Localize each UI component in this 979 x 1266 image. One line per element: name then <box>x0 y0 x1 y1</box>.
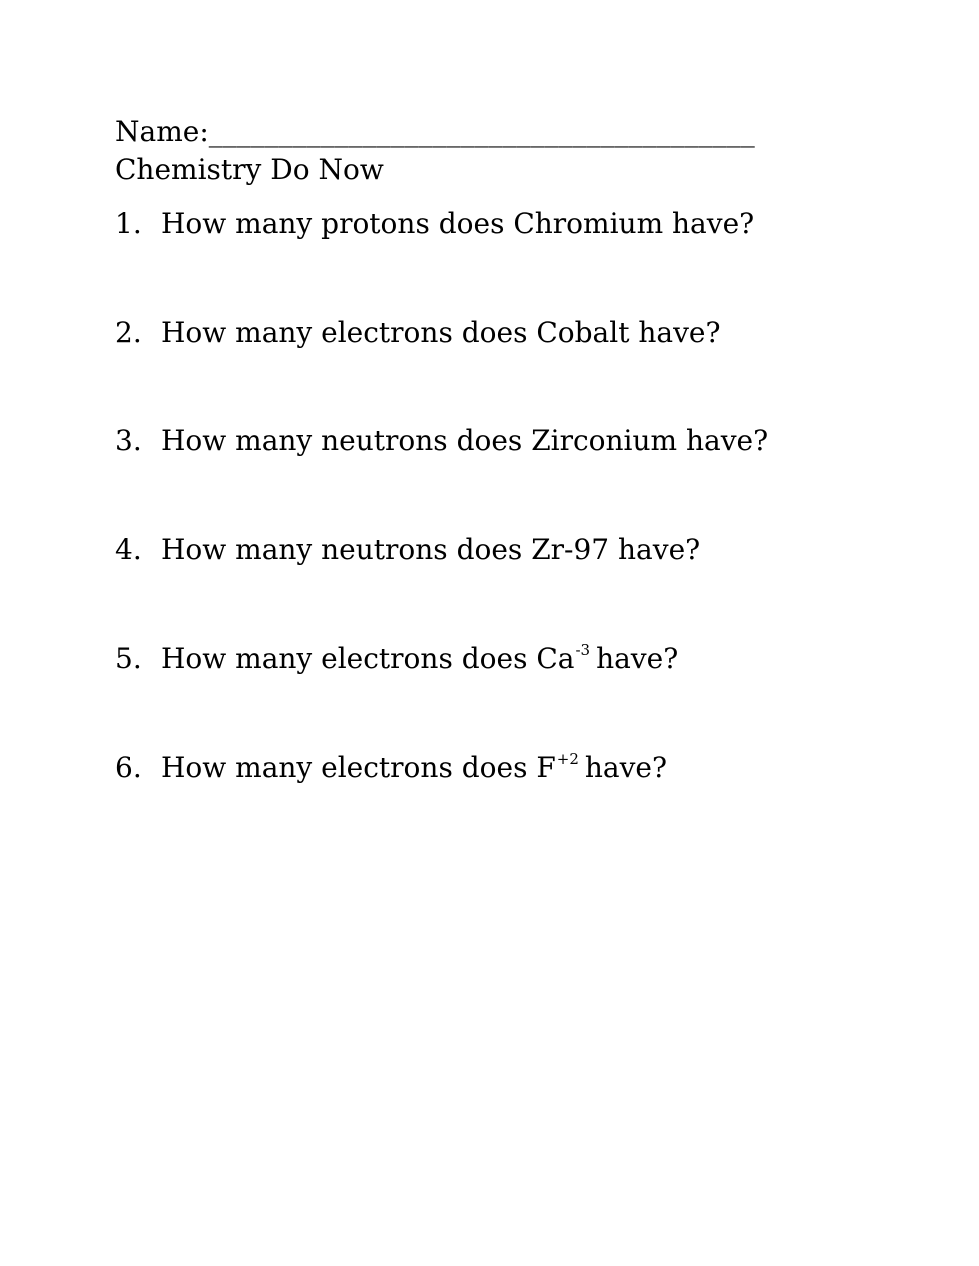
question-text: How many neutrons does Zr-97 have? <box>161 533 701 566</box>
name-field <box>115 113 755 151</box>
question-5 <box>115 640 678 682</box>
ion-charge-superscript: -3 <box>575 641 591 659</box>
question-text: How many neutrons does Zirconium have? <box>161 424 769 457</box>
question-number: 1. <box>115 207 142 240</box>
question-text-end: have? <box>584 751 668 784</box>
question-number: 6. <box>115 751 142 784</box>
question-number: 3. <box>115 424 142 457</box>
question-text: How many protons does Chromium have? <box>161 207 755 240</box>
worksheet-title: Chemistry Do Now <box>115 153 384 186</box>
question-text: How many electrons does F <box>161 751 556 784</box>
question-2 <box>115 314 720 352</box>
question-4 <box>115 531 700 569</box>
name-blank-line: _______________________________________ <box>208 115 755 148</box>
question-text: How many electrons does Ca <box>161 642 575 675</box>
question-number: 5. <box>115 642 142 675</box>
question-text: How many electrons does Cobalt have? <box>161 316 721 349</box>
question-1 <box>115 205 754 243</box>
question-number: 2. <box>115 316 142 349</box>
ion-charge-superscript: +2 <box>556 750 579 768</box>
question-6 <box>115 749 667 791</box>
name-label: Name: <box>115 115 209 148</box>
question-number: 4. <box>115 533 142 566</box>
question-text-end: have? <box>596 642 679 675</box>
question-3 <box>115 422 768 460</box>
